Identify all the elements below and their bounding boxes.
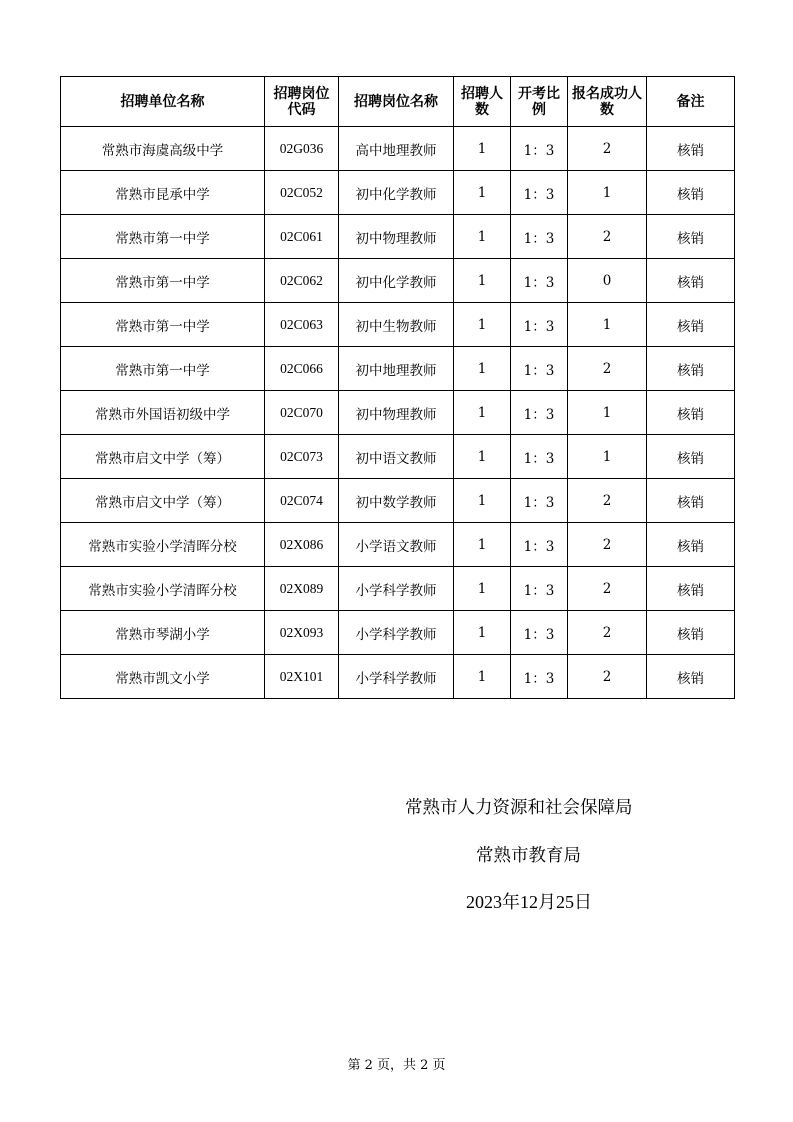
cell-exam-ratio: 1：3 <box>511 215 568 259</box>
cell-remark: 核销 <box>647 215 735 259</box>
header-text-line: 招聘人 <box>461 85 503 102</box>
cell-unit-name: 常熟市第一中学 <box>61 347 265 391</box>
cell-unit-name: 常熟市海虞高级中学 <box>61 127 265 171</box>
cell-exam-ratio: 1：3 <box>511 655 568 699</box>
cell-post-code: 02C062 <box>265 259 339 303</box>
cell-post-code: 02G036 <box>265 127 339 171</box>
cell-hire-count: 1 <box>454 171 511 215</box>
cell-exam-ratio: 1：3 <box>511 127 568 171</box>
cell-post-name: 初中物理教师 <box>339 391 454 435</box>
cell-exam-ratio: 1：3 <box>511 259 568 303</box>
cell-hire-count: 1 <box>454 567 511 611</box>
cell-registered-count: 2 <box>568 347 647 391</box>
cell-post-name: 小学科学教师 <box>339 655 454 699</box>
cell-remark: 核销 <box>647 567 735 611</box>
cell-registered-count: 1 <box>568 303 647 347</box>
cell-hire-count: 1 <box>454 655 511 699</box>
cell-remark: 核销 <box>647 435 735 479</box>
cell-unit-name: 常熟市第一中学 <box>61 215 265 259</box>
cell-remark: 核销 <box>647 479 735 523</box>
cell-post-name: 初中地理教师 <box>339 347 454 391</box>
cell-remark: 核销 <box>647 523 735 567</box>
cell-post-code: 02X089 <box>265 567 339 611</box>
cell-exam-ratio: 1：3 <box>511 611 568 655</box>
cell-post-name: 初中化学教师 <box>339 171 454 215</box>
cell-post-name: 初中化学教师 <box>339 259 454 303</box>
cell-exam-ratio: 1：3 <box>511 523 568 567</box>
header-text-line: 代码 <box>287 101 316 118</box>
recruitment-table <box>60 76 735 699</box>
table-row <box>61 523 735 567</box>
table-row <box>61 655 735 699</box>
cell-post-name: 初中数学教师 <box>339 479 454 523</box>
table-row <box>61 435 735 479</box>
cell-post-name: 小学科学教师 <box>339 611 454 655</box>
cell-post-name: 初中物理教师 <box>339 215 454 259</box>
table-row <box>61 479 735 523</box>
cell-remark: 核销 <box>647 171 735 215</box>
table-body <box>61 127 735 699</box>
header-text-line: 备注 <box>676 93 705 110</box>
cell-post-name: 高中地理教师 <box>339 127 454 171</box>
header-text-line: 招聘岗位名称 <box>354 93 438 110</box>
header-text-line: 报名成功人 <box>572 85 642 102</box>
cell-registered-count: 1 <box>568 171 647 215</box>
cell-hire-count: 1 <box>454 215 511 259</box>
cell-exam-ratio: 1：3 <box>511 347 568 391</box>
signature-org-hrss: 常熟市人力资源和社会保障局 <box>405 798 633 818</box>
cell-post-code: 02X093 <box>265 611 339 655</box>
cell-post-name: 小学科学教师 <box>339 567 454 611</box>
cell-exam-ratio: 1：3 <box>511 171 568 215</box>
table-row <box>61 347 735 391</box>
table-row <box>61 303 735 347</box>
cell-post-code: 02X101 <box>265 655 339 699</box>
cell-unit-name: 常熟市实验小学清晖分校 <box>61 523 265 567</box>
header-post-code <box>265 77 339 127</box>
cell-hire-count: 1 <box>454 259 511 303</box>
header-text-line: 例 <box>532 101 546 118</box>
header-post-name <box>339 77 454 127</box>
cell-post-name: 初中语文教师 <box>339 435 454 479</box>
cell-registered-count: 2 <box>568 215 647 259</box>
cell-hire-count: 1 <box>454 479 511 523</box>
cell-unit-name: 常熟市第一中学 <box>61 303 265 347</box>
cell-registered-count: 1 <box>568 391 647 435</box>
cell-exam-ratio: 1：3 <box>511 567 568 611</box>
cell-post-code: 02C061 <box>265 215 339 259</box>
cell-exam-ratio: 1：3 <box>511 479 568 523</box>
cell-post-code: 02C052 <box>265 171 339 215</box>
cell-unit-name: 常熟市启文中学（筹） <box>61 479 265 523</box>
header-text-line: 招聘岗位 <box>273 85 330 102</box>
cell-remark: 核销 <box>647 259 735 303</box>
signature-org-education: 常熟市教育局 <box>476 846 581 866</box>
cell-unit-name: 常熟市第一中学 <box>61 259 265 303</box>
cell-remark: 核销 <box>647 303 735 347</box>
cell-hire-count: 1 <box>454 347 511 391</box>
table-row <box>61 611 735 655</box>
cell-post-code: 02C063 <box>265 303 339 347</box>
cell-hire-count: 1 <box>454 391 511 435</box>
cell-unit-name: 常熟市外国语初级中学 <box>61 391 265 435</box>
cell-post-code: 02C073 <box>265 435 339 479</box>
table-row <box>61 391 735 435</box>
cell-post-name: 小学语文教师 <box>339 523 454 567</box>
cell-unit-name: 常熟市琴湖小学 <box>61 611 265 655</box>
cell-exam-ratio: 1：3 <box>511 391 568 435</box>
cell-unit-name: 常熟市启文中学（筹） <box>61 435 265 479</box>
cell-post-code: 02X086 <box>265 523 339 567</box>
cell-registered-count: 1 <box>568 435 647 479</box>
cell-registered-count: 2 <box>568 611 647 655</box>
cell-post-code: 02C070 <box>265 391 339 435</box>
cell-unit-name: 常熟市昆承中学 <box>61 171 265 215</box>
cell-remark: 核销 <box>647 655 735 699</box>
cell-registered-count: 2 <box>568 479 647 523</box>
cell-exam-ratio: 1：3 <box>511 303 568 347</box>
cell-registered-count: 0 <box>568 259 647 303</box>
cell-remark: 核销 <box>647 391 735 435</box>
header-registered-count <box>568 77 647 127</box>
cell-unit-name: 常熟市凯文小学 <box>61 655 265 699</box>
table-row <box>61 567 735 611</box>
table-header-row <box>61 77 735 127</box>
cell-remark: 核销 <box>647 127 735 171</box>
page-footer: 第 2 页，共 2 页 <box>347 1058 446 1073</box>
cell-remark: 核销 <box>647 611 735 655</box>
cell-post-code: 02C066 <box>265 347 339 391</box>
cell-post-name: 初中生物教师 <box>339 303 454 347</box>
header-text-line: 数 <box>475 101 489 118</box>
table-row <box>61 127 735 171</box>
header-remark <box>647 77 735 127</box>
cell-exam-ratio: 1：3 <box>511 435 568 479</box>
header-text-line: 招聘单位名称 <box>120 93 205 110</box>
header-exam-ratio <box>511 77 568 127</box>
cell-hire-count: 1 <box>454 611 511 655</box>
header-hire-count <box>454 77 511 127</box>
cell-hire-count: 1 <box>454 303 511 347</box>
cell-post-code: 02C074 <box>265 479 339 523</box>
table-row <box>61 171 735 215</box>
header-text-line: 开考比 <box>518 85 560 102</box>
cell-hire-count: 1 <box>454 435 511 479</box>
header-text-line: 数 <box>600 101 614 118</box>
table-row <box>61 215 735 259</box>
cell-registered-count: 2 <box>568 567 647 611</box>
cell-hire-count: 1 <box>454 127 511 171</box>
cell-registered-count: 2 <box>568 127 647 171</box>
cell-hire-count: 1 <box>454 523 511 567</box>
cell-registered-count: 2 <box>568 655 647 699</box>
cell-unit-name: 常熟市实验小学清晖分校 <box>61 567 265 611</box>
signature-date: 2023年12月25日 <box>466 892 592 912</box>
cell-registered-count: 2 <box>568 523 647 567</box>
header-unit-name <box>61 77 265 127</box>
table-row <box>61 259 735 303</box>
cell-remark: 核销 <box>647 347 735 391</box>
